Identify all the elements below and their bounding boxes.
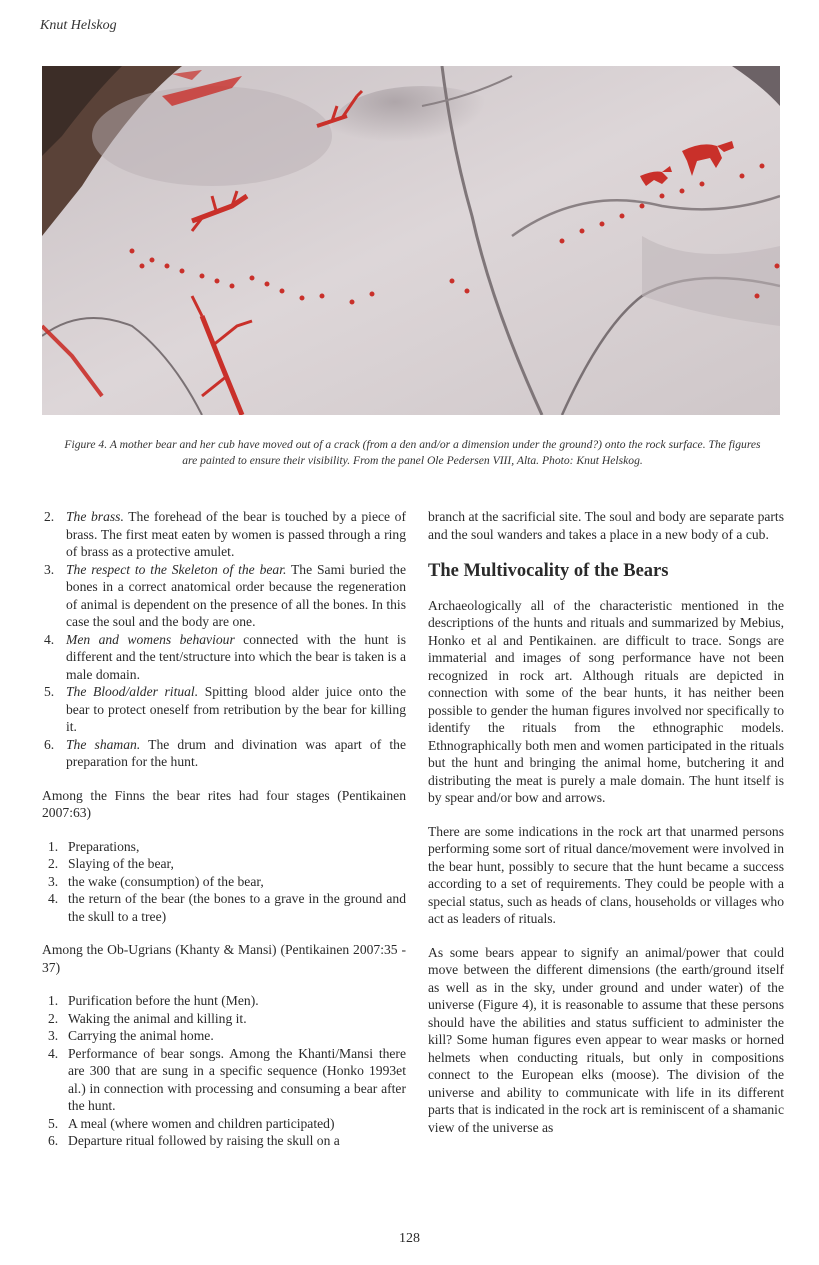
figure-4-photo [42,66,780,415]
list-item: 6. The shaman. The drum and divination was apart of the preparation for the hunt. [44,736,406,769]
ob-ugrians-paragraph: Among the Ob-Ugrians (Khanty & Mansi) (Pentikainen 2007:35 - 37) [42,942,406,975]
right-column [428,508,784,1136]
list-item: 2. Slaying of the bear, [48,856,174,871]
list-item: 4. Men and womens behaviour connected with the hunt is different and the tent/structure into which the bear is taken is a male domain. [44,631,406,682]
list-item: 4. Performance of bear songs. Among the Khanti/Mansi there are 300 that are sung in a specific sequence (Honko 1993et al.) in connection with processing and consuming a bear after the hunt. [48,1045,406,1113]
ob-ugrians-stages-list [42,992,406,1150]
list-item: 2. Waking the animal and killing it. [48,1010,247,1026]
figure-caption: Figure 4. A mother bear and her cub have moved out of a crack (from a den and/or a dimension under the ground?) onto the rock surface. The figures are painted to ensure their visibility. From the panel Ole Pedersen VIII, Alta. Photo: Knut Helskog. [64,438,761,467]
body-paragraph: As some bears appear to signify an animal/power that could move between the different dimensions (the earth/ground itself as well as in the sky, under ground and under water) of the universe (Figure 4), it is reasonable to assume that these persons should have the abilities and status sufficient to administer the kill? Some human figures even appear to wear masks or horned helmets when conducting rituals, but only in compositions connect to the European elks (moose). The division of the universe and ability to communicate with life in its different parts that is indicated in the rock art is reminiscent of a shamanic view of the universe as [428,944,784,1135]
running-head: Knut Helskog [40,18,117,33]
list-item: 5. The Blood/alder ritual. Spitting blood alder juice onto the bear to protect oneself from retribution by the bear for killing it. [44,684,406,734]
list-item: 6. Departure ritual followed by raising the skull on a [48,1133,340,1148]
body-paragraph: Archaeologically all of the characteristic mentioned in the descriptions of the hunts and rituals and summarized by Mebius, Honko et al and Pentikainen. are difficult to trace. Songs are immaterial and images of song performance have not been recognized in rock art. Although rituals are depicted in connection with some of the bear hunts, it has neither been possible to gender the human figures involved nor specifically to identify the rituals from the ethnographic models. Ethnographically both men and women participated in the rituals but the hunt and bringing the animal home, butchering it and distributing the meat is purely a male domain. The hunt itself is by spear and/or bow and arrows. [428,597,784,805]
list-item: 5. A meal (where women and children participated) [48,1115,335,1131]
bear-rite-elements-list [42,508,406,771]
page-number: 128 [399,1231,420,1246]
section-heading: The Multivocality of the Bears [428,561,669,581]
list-item: 1. Preparations, [48,838,140,854]
left-column [42,508,406,1150]
continuation-paragraph: branch at the sacrificial site. The soul and body are separate parts and the soul wanders and takes a place in a new body of a cub. [428,509,784,542]
list-item: 4. the return of the bear (the bones to a grave in the ground and the skull to a tree) [48,891,406,924]
finns-stages-list [42,838,406,926]
list-item: 3. the wake (consumption) of the bear, [48,873,264,889]
list-item: 1. Purification before the hunt (Men). [48,993,259,1008]
list-item: 3. The respect to the Skeleton of the bear. The Sami buried the bones in a correct anatomical order because the regeneration of animal is dependent on the presence of all the bones. In this case the soul and the body are one. [44,561,406,629]
list-item: 3. Carrying the animal home. [48,1028,214,1043]
list-item: 2. The brass. The forehead of the bear is touched by a piece of brass. The first meat eaten by women is passed through a ring of brass as a protective amulet. [44,509,406,559]
body-paragraph: There are some indications in the rock art that unarmed persons performing some sort of ritual dance/movement were involved in the bear hunt, possibly to secure that the hunt became a success according to a set of requirements. They could be people with a special status, such as heads of clans, households or villages who act as leaders of rituals. [428,823,784,926]
finns-paragraph: Among the Finns the bear rites had four stages (Pentikainen 2007:63) [42,787,406,820]
